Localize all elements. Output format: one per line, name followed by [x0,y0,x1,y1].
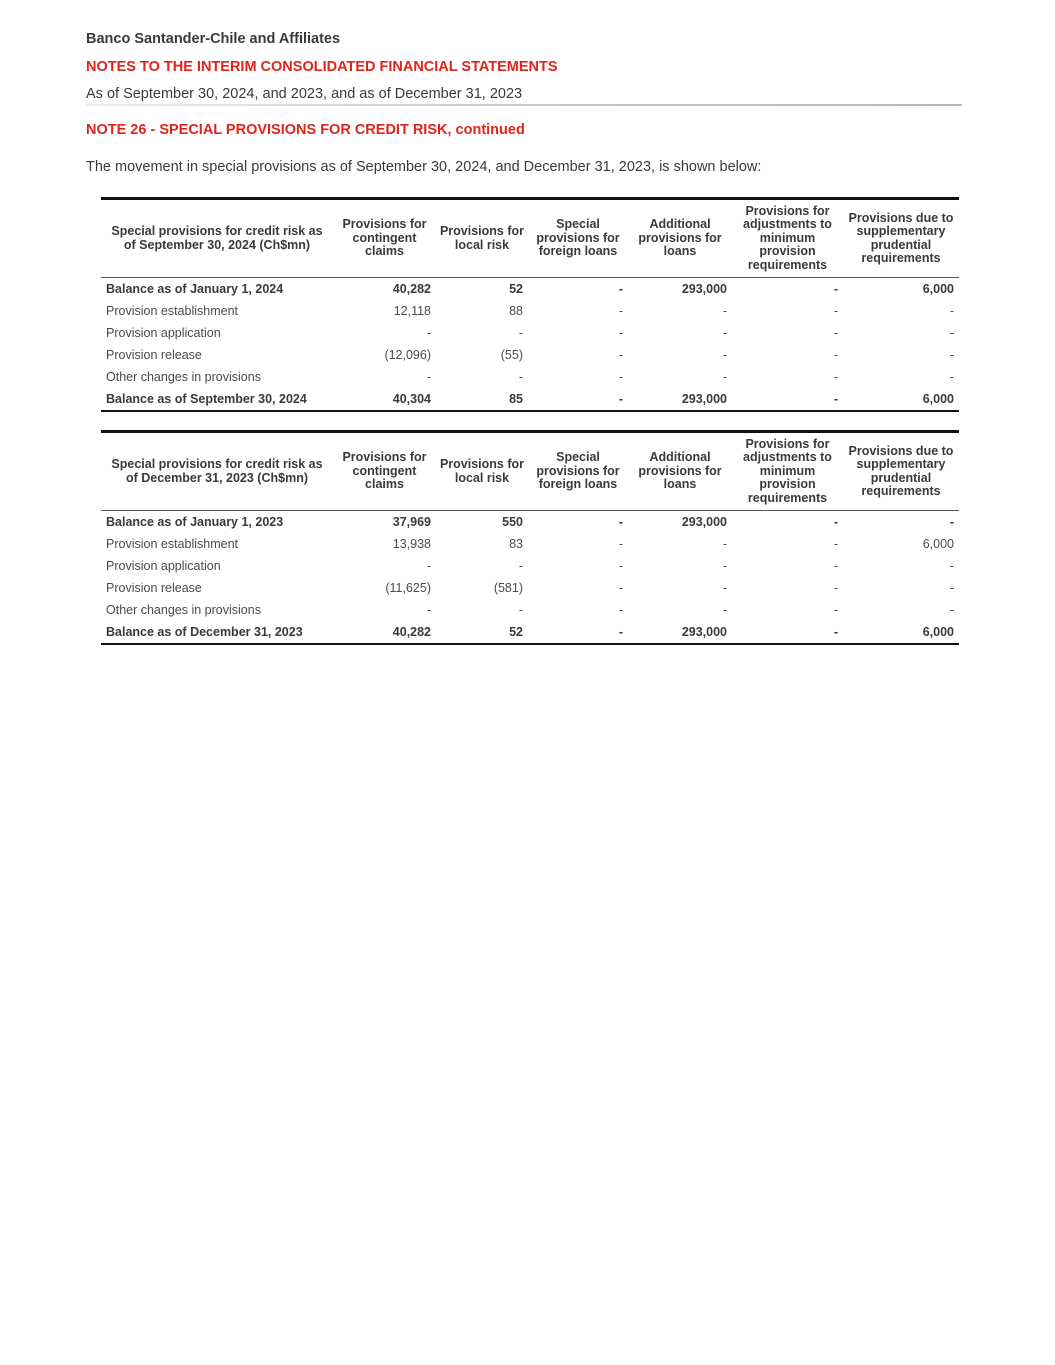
table-row [101,300,959,322]
table-row [101,388,959,411]
table-cell: - [732,388,843,411]
table-cell: - [618,559,623,573]
table-cell: - [426,326,431,340]
table-cell: - [833,326,838,340]
table-cell: - [618,603,623,617]
column-header: Provisions for adjustments to minimum provision requirements [732,432,843,511]
table-cell: (12,096) [384,348,431,362]
table-row [101,366,959,388]
table-cell: 293,000 [628,388,732,411]
table-cell: - [949,581,954,595]
table-cell: - [722,537,727,551]
table-cell: - [833,370,838,384]
table-cell: 85 [436,388,528,411]
table-cell: - [949,515,954,529]
table-cell: - [722,581,727,595]
table-cell: - [618,370,623,384]
table-cell: - [618,515,623,529]
notes-title: NOTES TO THE INTERIM CONSOLIDATED FINANCIAL STATEMENTS [86,59,558,75]
table-cell: 40,282 [392,282,431,296]
row-label: Other changes in provisions [106,370,261,384]
table-cell: - [528,388,628,411]
row-label: Provision establishment [106,304,239,318]
table-row [101,555,959,577]
table-row [101,577,959,599]
table-cell: 293,000 [681,282,727,296]
table-cell: - [722,559,727,573]
table-cell: - [833,537,838,551]
table-cell: - [618,537,623,551]
table-header-row [101,432,959,511]
column-header: Provisions due to supplementary prudential requirements [843,432,959,511]
column-header: Provisions for adjustments to minimum provision requirements [732,199,843,278]
column-header: Provisions due to supplementary prudential requirements [843,199,959,278]
table-cell: 52 [436,621,528,644]
table-header-row [101,199,959,278]
table-cell: (11,625) [385,581,431,595]
table-cell: - [833,515,838,529]
table-cell: - [833,348,838,362]
table-cell: - [833,304,838,318]
table-cell: 13,938 [392,537,431,551]
table-cell: - [732,621,843,644]
table-row [101,322,959,344]
intro-paragraph: The movement in special provisions as of September 30, 2024, and December 31, 2023, is shown below: [86,159,762,175]
table-row [101,533,959,555]
table-cell: 6,000 [922,282,954,296]
provisions-table-2024 [101,197,959,412]
reporting-period: As of September 30, 2024, and 2023, and as of December 31, 2023 [86,86,523,102]
table-cell: - [618,348,623,362]
column-header: Special provisions for foreign loans [528,199,628,278]
table-cell: - [722,348,727,362]
table-cell: - [618,581,623,595]
table-cell: (55) [500,348,523,362]
row-label: Balance as of December 31, 2023 [101,621,333,644]
table-cell: 6,000 [922,537,954,551]
table-cell: - [618,282,623,296]
table-cell: 40,282 [333,621,436,644]
table-cell: - [426,370,431,384]
table-cell: - [722,304,727,318]
table-cell: - [722,370,727,384]
table-cell: - [949,348,954,362]
table-cell: 12,118 [393,304,431,318]
table-row [101,278,959,301]
table-cell: - [618,304,623,318]
row-label: Other changes in provisions [106,603,261,617]
table-cell: 6,000 [843,621,959,644]
column-header: Additional provisions for loans [628,432,732,511]
row-label: Balance as of January 1, 2023 [106,515,284,529]
note-heading: NOTE 26 - SPECIAL PROVISIONS FOR CREDIT RISK, continued [86,122,525,138]
row-label: Balance as of September 30, 2024 [101,388,333,411]
column-header: Special provisions for foreign loans [528,432,628,511]
table-cell: - [518,326,523,340]
column-header: Provisions for local risk [436,199,528,278]
provisions-table-2023 [101,430,959,645]
table-cell: - [833,559,838,573]
table-row [101,344,959,366]
table-cell: - [833,581,838,595]
table-cell: 293,000 [628,621,732,644]
table-cell: 550 [502,515,523,529]
table-cell: - [949,370,954,384]
column-header: Provisions for contingent claims [333,432,436,511]
column-header-title: Special provisions for credit risk as of September 30, 2024 (Ch$mn) [101,199,333,278]
table-cell: - [426,603,431,617]
row-label: Balance as of January 1, 2024 [106,282,284,296]
row-label: Provision release [106,581,202,595]
table-cell: - [949,304,954,318]
table-row [101,599,959,621]
column-header: Provisions for local risk [436,432,528,511]
header-divider [86,104,962,106]
table-cell: 6,000 [843,388,959,411]
table-cell: 88 [509,304,523,318]
row-label: Provision establishment [106,537,239,551]
table-cell: 40,304 [333,388,436,411]
table-row [101,621,959,644]
row-label: Provision release [106,348,202,362]
column-header: Additional provisions for loans [628,199,732,278]
column-header: Provisions for contingent claims [333,199,436,278]
table-cell: - [518,370,523,384]
table-cell: - [722,603,727,617]
table-cell: - [722,326,727,340]
table-cell: - [426,559,431,573]
table-cell: 37,969 [392,515,431,529]
table-cell: - [833,603,838,617]
table-cell: (581) [493,581,523,595]
table-cell: - [949,326,954,340]
column-header-title: Special provisions for credit risk as of December 31, 2023 (Ch$mn) [101,432,333,511]
table-row [101,511,959,534]
table-cell: - [518,559,523,573]
table-cell: - [833,282,838,296]
table-cell: - [618,326,623,340]
table-cell: - [949,603,954,617]
table-cell: - [949,559,954,573]
table-cell: 293,000 [681,515,727,529]
company-name: Banco Santander-Chile and Affiliates [86,31,341,47]
table-cell: - [528,621,628,644]
table-cell: - [518,603,523,617]
table-cell: 83 [509,537,523,551]
row-label: Provision application [106,559,221,573]
table-cell: 52 [509,282,523,296]
row-label: Provision application [106,326,221,340]
